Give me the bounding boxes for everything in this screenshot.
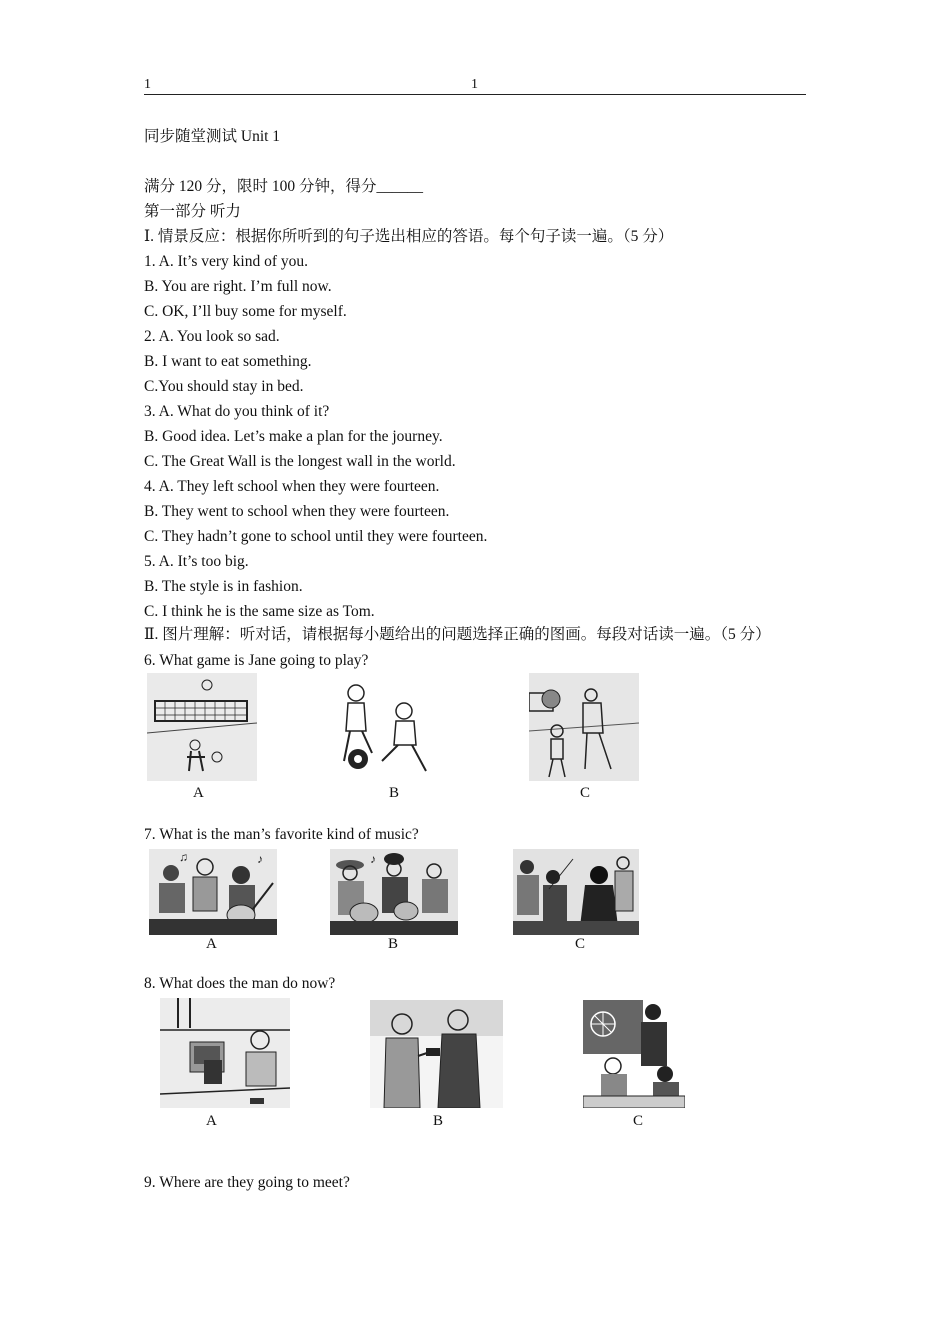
- svg-text:♫: ♫: [179, 850, 188, 864]
- q9-question: 9. Where are they going to meet?: [144, 1174, 350, 1191]
- q6-label-b: B: [389, 785, 400, 801]
- part-one-heading: 第一部分 听力: [144, 203, 241, 220]
- q6-picture-c-basketball: [529, 673, 639, 781]
- test-title: 同步随堂测试 Unit 1: [144, 128, 281, 145]
- q3-option-c: C. The Great Wall is the longest wall in the world.: [144, 453, 456, 470]
- header-page-number-center: 1: [471, 77, 478, 92]
- q4-option-b: B. They went to school when they were fourteen.: [144, 503, 450, 520]
- q8-label-b: B: [433, 1113, 444, 1129]
- q5-option-b: B. The style is in fashion.: [144, 578, 303, 595]
- q3-option-a: 3. A. What do you think of it?: [144, 403, 330, 420]
- q7-label-b: B: [388, 936, 399, 952]
- q1-option-c: C. OK, I’ll buy some for myself.: [144, 303, 347, 320]
- q1-option-b: B. You are right. I’m full now.: [144, 278, 332, 295]
- q7-label-a: A: [206, 936, 217, 952]
- q7-label-c: C: [575, 936, 586, 952]
- q7-picture-a-rock-band: [149, 849, 277, 935]
- q5-option-c: C. I think he is the same size as Tom.: [144, 603, 375, 620]
- q7-picture-b-folk-band: [330, 849, 458, 935]
- score-line: 满分 120 分，限时 100 分钟，得分______: [144, 178, 424, 195]
- q6-question: 6. What game is Jane going to play?: [144, 652, 369, 669]
- q2-option-b: B. I want to eat something.: [144, 353, 312, 370]
- q7-picture-c-orchestra: [513, 849, 639, 935]
- section-two-instructions: Ⅱ. 图片理解：听对话，请根据每小题给出的问题选择正确的图画。每段对话读一遍。（5 分）: [144, 626, 771, 643]
- header-rule: [144, 94, 806, 95]
- q6-picture-b-soccer: [334, 681, 438, 781]
- q3-option-b: B. Good idea. Let’s make a plan for the journey.: [144, 428, 443, 445]
- q8-picture-b-reporter-interview: [370, 1000, 503, 1108]
- q8-question: 8. What does the man do now?: [144, 975, 336, 992]
- q6-picture-a-volleyball: [147, 673, 257, 781]
- q8-label-a: A: [206, 1113, 217, 1129]
- q4-option-a: 4. A. They left school when they were fourteen.: [144, 478, 440, 495]
- q1-option-a: 1. A. It’s very kind of you.: [144, 253, 309, 270]
- q2-option-c: C.You should stay in bed.: [144, 378, 304, 395]
- section-one-instructions: Ⅰ. 情景反应：根据你所听到的句子选出相应的答语。每个句子读一遍。（5 分）: [144, 228, 674, 245]
- svg-text:♪: ♪: [370, 852, 376, 866]
- q2-option-a: 2. A. You look so sad.: [144, 328, 280, 345]
- q4-option-c: C. They hadn’t gone to school until they were fourteen.: [144, 528, 488, 545]
- q5-option-a: 5. A. It’s too big.: [144, 553, 249, 570]
- q8-picture-c-teacher-classroom: [583, 1000, 685, 1108]
- svg-text:♪: ♪: [257, 852, 263, 866]
- q7-question: 7. What is the man’s favorite kind of music?: [144, 826, 419, 843]
- q6-label-a: A: [193, 785, 204, 801]
- q8-picture-a-computer-repair: [160, 998, 290, 1108]
- q8-label-c: C: [633, 1113, 644, 1129]
- q6-label-c: C: [580, 785, 591, 801]
- header-page-number-left: 1: [144, 77, 151, 92]
